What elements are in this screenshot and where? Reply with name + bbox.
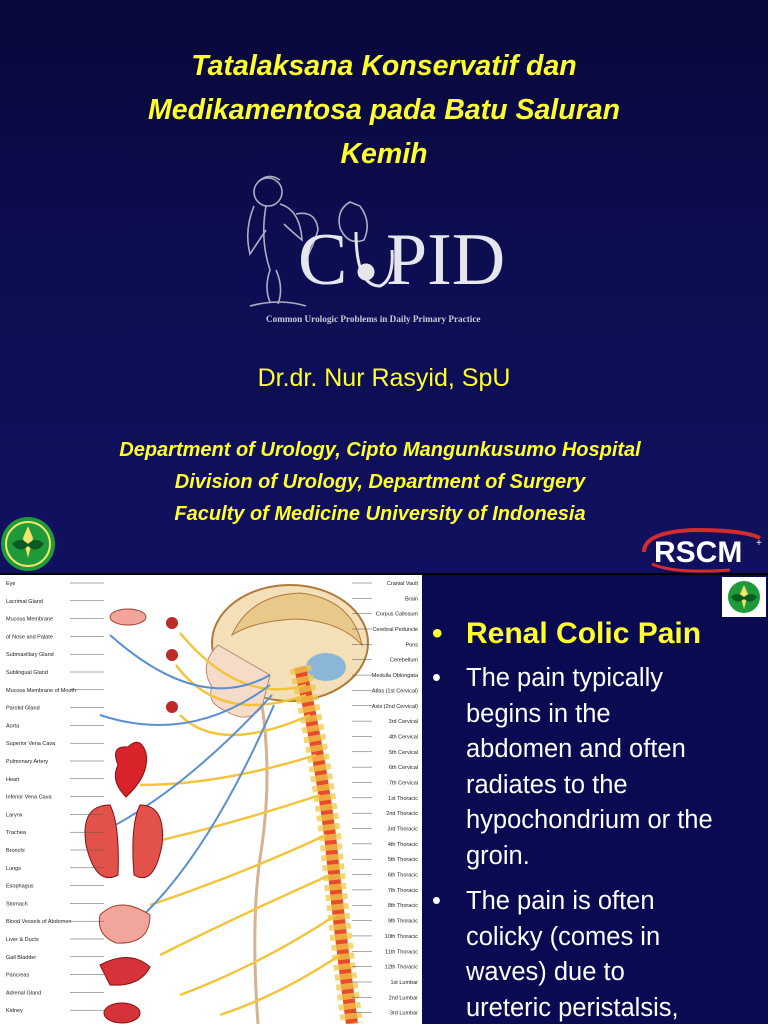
- anatomy-label-left: Gall Bladder: [6, 954, 37, 961]
- left-anatomy-labels: [6, 581, 76, 1014]
- bullet-line: begins in the: [466, 699, 611, 728]
- anatomy-label-right: 2nd Lumbar: [388, 995, 418, 1002]
- anatomy-label-right: 5th Thoracic: [387, 857, 418, 864]
- anatomy-label-right: 3rd Lumbar: [389, 1010, 418, 1017]
- bullet-heading-text: Renal Colic Pain: [466, 617, 702, 650]
- anatomy-label-left: Adrenal Gland: [6, 990, 42, 997]
- bullet-line: ureteric peristalsis,: [466, 993, 679, 1022]
- anatomy-label-right: 1st Lumbar: [390, 979, 418, 986]
- anatomy-label-left: Sublingual Gland: [6, 670, 48, 676]
- anatomy-label-left: Submaxillary Gland: [6, 652, 54, 659]
- bullet-item: [432, 884, 768, 1024]
- anatomy-label-right: 4th Cervical: [388, 734, 418, 741]
- bullet-text: [466, 884, 679, 1024]
- anatomy-label-left: Kidney: [6, 1008, 23, 1015]
- anatomy-label-right: Cranial Vault: [386, 581, 418, 587]
- anatomy-label-right: 3rd Thoracic: [387, 826, 418, 833]
- anatomy-label-left: Mucous Membrane: [6, 616, 54, 623]
- anatomy-label-right: Cerebral Peduncle: [372, 627, 418, 634]
- anatomy-label-right: 2nd Thoracic: [386, 811, 418, 818]
- anatomy-label-right: 4th Thoracic: [387, 841, 418, 848]
- anatomy-label-right: Axis (2nd Cervical): [371, 703, 418, 710]
- anatomy-label-left: Superior Vena Cava: [6, 741, 56, 748]
- left-lung-illustration: [85, 805, 118, 878]
- rscm-logo: [634, 524, 768, 573]
- anatomy-label-left: Pancreas: [6, 972, 30, 979]
- anatomy-label-left: Liver & Ducts: [6, 937, 39, 943]
- bullet-line: radiates to the: [466, 770, 628, 799]
- kidney-illustration: [104, 1003, 140, 1023]
- eye-illustration: [110, 609, 146, 625]
- anatomy-label-left: of Nose and Palate: [6, 634, 53, 641]
- anatomy-label-right: Medulla Oblongata: [371, 673, 418, 680]
- logo-letter-c: C: [298, 219, 348, 301]
- bullet-dot-icon: •: [432, 617, 443, 650]
- bullet-line: colicky (comes in: [466, 922, 661, 951]
- bullet-text: [466, 661, 713, 874]
- anatomy-label-left: Stomach: [6, 901, 28, 908]
- liver-illustration: [100, 957, 150, 985]
- affiliation-line: Division of Urology, Department of Surgery: [174, 471, 586, 493]
- bullet-heading: [432, 615, 768, 653]
- title-line: Medikamentosa pada Batu Saluran: [148, 94, 620, 126]
- content-slide: [0, 575, 768, 1024]
- cupid-logo: [240, 170, 530, 330]
- anatomy-label-right: Cerebellum: [389, 657, 418, 664]
- bullet-line: waves) due to: [466, 958, 625, 986]
- anatomy-label-left: Bronchi: [6, 848, 25, 854]
- bullet-line: hypochondrium or the: [466, 806, 713, 834]
- bullet-line: The pain is often: [466, 887, 655, 915]
- anatomy-label-right: 5th Cervical: [388, 749, 418, 756]
- anatomy-label-right: 8th Thoracic: [387, 903, 418, 910]
- anatomy-label-left: Esophagus: [6, 883, 34, 890]
- university-of-indonesia-seal-icon: [722, 577, 766, 617]
- anatomy-label-right: Atlas (1st Cervical): [371, 688, 418, 695]
- anatomy-label-left: Lungs: [6, 865, 21, 872]
- rscm-logo-text: RSCM: [654, 536, 743, 569]
- presenter-name: Dr.dr. Nur Rasyid, SpU: [257, 364, 511, 392]
- plus-icon: +: [756, 538, 762, 549]
- logo-wordmark: PID: [386, 219, 506, 301]
- bullet-dot-icon: •: [432, 664, 441, 692]
- anatomy-label-right: Brain: [405, 596, 418, 603]
- anatomy-label-left: Blood Vessels of Abdomen: [6, 919, 72, 926]
- anatomy-label-right: 3rd Cervical: [388, 719, 418, 726]
- anatomy-label-right: 6th Thoracic: [387, 872, 418, 879]
- anatomy-label-right: 7th Thoracic: [387, 887, 418, 894]
- anatomy-label-left: Aorta: [6, 723, 20, 730]
- bullet-dot-icon: •: [432, 887, 441, 915]
- anatomy-label-right: 9th Thoracic: [387, 918, 418, 925]
- anatomy-label-right: 7th Cervical: [388, 780, 418, 787]
- bullet-line: The pain typically: [466, 664, 664, 692]
- bullet-line: abdomen and often: [466, 735, 686, 763]
- anatomy-label-right: 10th Thoracic: [384, 933, 418, 940]
- anatomy-label-left: Pulmonary Artery: [6, 759, 49, 765]
- stomach-illustration: [99, 905, 150, 943]
- anatomy-label-right: Corpus Callosum: [375, 611, 418, 618]
- right-lung-illustration: [133, 805, 163, 878]
- anatomy-label-left: Heart: [6, 776, 20, 783]
- right-anatomy-labels: [372, 581, 419, 1017]
- slide-title: [40, 44, 728, 176]
- autonomic-nervous-system-figure: [0, 575, 422, 1024]
- anatomy-label-left: Mucous Membrane of Mouth: [6, 687, 77, 694]
- anatomy-label-left: Parotid Gland: [6, 705, 40, 712]
- anatomy-label-left: Eye: [6, 581, 16, 587]
- anatomy-label-left: Lacrimal Gland: [6, 598, 43, 605]
- logo-tagline: Common Urologic Problems in Daily Primary Practice: [266, 314, 481, 324]
- heart-illustration: [115, 742, 146, 797]
- anatomy-label-left: Trachea: [6, 830, 26, 837]
- bullet-item: [432, 661, 768, 874]
- university-of-indonesia-seal-icon: [0, 514, 60, 573]
- anatomy-label-right: 1st Thoracic: [388, 795, 418, 802]
- anatomy-label-right: 11th Thoracic: [385, 949, 418, 956]
- anatomy-label-left: Larynx: [6, 812, 23, 819]
- title-line: Tatalaksana Konservatif dan: [191, 50, 577, 82]
- bullet-line: groin.: [466, 841, 530, 870]
- title-line: Kemih: [340, 138, 428, 170]
- bullet-list: [432, 615, 768, 1024]
- affiliation-line: Faculty of Medicine University of Indonesia: [174, 503, 586, 525]
- affiliation-line: Department of Urology, Cipto Mangunkusumo Hospital: [119, 439, 641, 461]
- anatomy-label-right: Pons: [405, 642, 418, 649]
- affiliations: [0, 434, 760, 530]
- anatomy-label-right: 6th Cervical: [388, 765, 418, 772]
- left-leader-lines: [70, 583, 104, 1010]
- anatomy-label-left: Inferior Vena Cava: [6, 794, 52, 801]
- anatomy-label-right: 12th Thoracic: [384, 964, 418, 971]
